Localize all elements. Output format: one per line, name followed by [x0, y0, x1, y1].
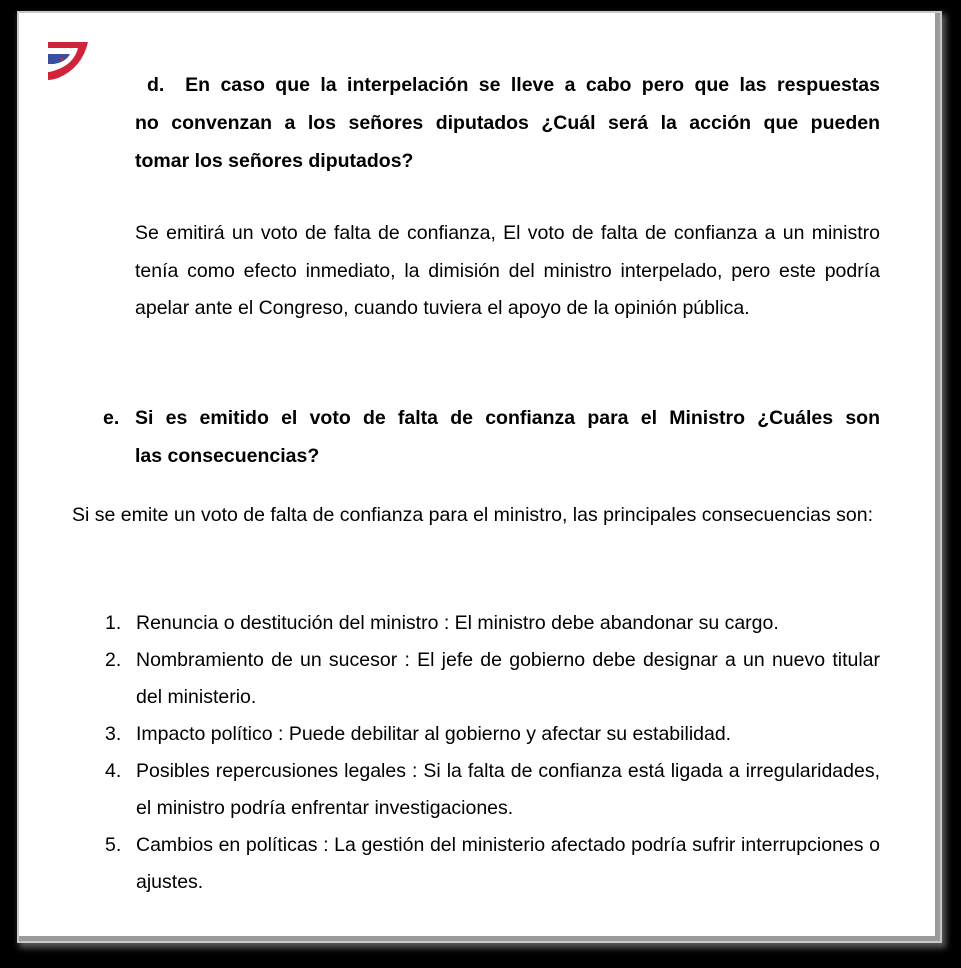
answer-d-paragraph: Se emitirá un voto de falta de confianza, El voto de falta de confianza a un ministro tenía como efecto inmediato, la dimisión del ministro interpelado, pero este podría apelar ante el Congreso, cuando tuviera el apoyo de la opinión pública. — [135, 222, 880, 319]
list-item-number: 1. — [105, 612, 122, 634]
question-d-label: d. — [147, 74, 165, 96]
list-item-number: 3. — [105, 723, 122, 745]
question-d-line-3: tomar los señores diputados? — [135, 150, 414, 172]
document-page — [19, 13, 940, 941]
list-item-number: 4. — [105, 760, 122, 782]
question-d — [135, 66, 880, 180]
list-item — [103, 716, 880, 753]
list-item-text: Posibles repercusiones legales : Si la falta de confianza está ligada a irregularidades, el ministro podría enfrentar investigaciones. — [136, 760, 880, 819]
list-item-number: 5. — [105, 834, 122, 856]
list-item-text: Renuncia o destitución del ministro : El ministro debe abandonar su cargo. — [136, 612, 779, 634]
question-e-line-1: e. Si es emitido el voto de falta de confianza para el Ministro ¿Cuáles son — [103, 399, 880, 437]
list-item-number: 2. — [105, 649, 122, 671]
question-d-line-1: d. En caso que la interpelación se lleve a cabo pero que las respuestas — [147, 74, 880, 96]
list-item-text: Impacto político : Puede debilitar al gobierno y afectar su estabilidad. — [136, 723, 732, 745]
question-e-line-2: las consecuencias? — [135, 445, 320, 467]
consequences-list — [103, 605, 880, 901]
question-d-line-2: no convenzan a los señores diputados ¿Cuál será la acción que pueden — [135, 112, 880, 134]
question-e — [103, 399, 880, 475]
list-item — [103, 753, 880, 827]
list-item — [103, 642, 880, 716]
list-item-text: Cambios en políticas : La gestión del ministerio afectado podría sufrir interrupciones o ajustes. — [136, 834, 880, 893]
list-item — [103, 827, 880, 901]
question-e-label: e. — [103, 407, 120, 429]
intro-paragraph: Si se emite un voto de falta de confianza para el ministro, las principales consecuencias son: — [72, 504, 874, 526]
list-item — [103, 605, 880, 642]
list-item-text: Nombramiento de un sucesor : El jefe de gobierno debe designar a un nuevo titular del ministerio. — [136, 649, 880, 708]
institution-seal-logo — [48, 42, 88, 82]
